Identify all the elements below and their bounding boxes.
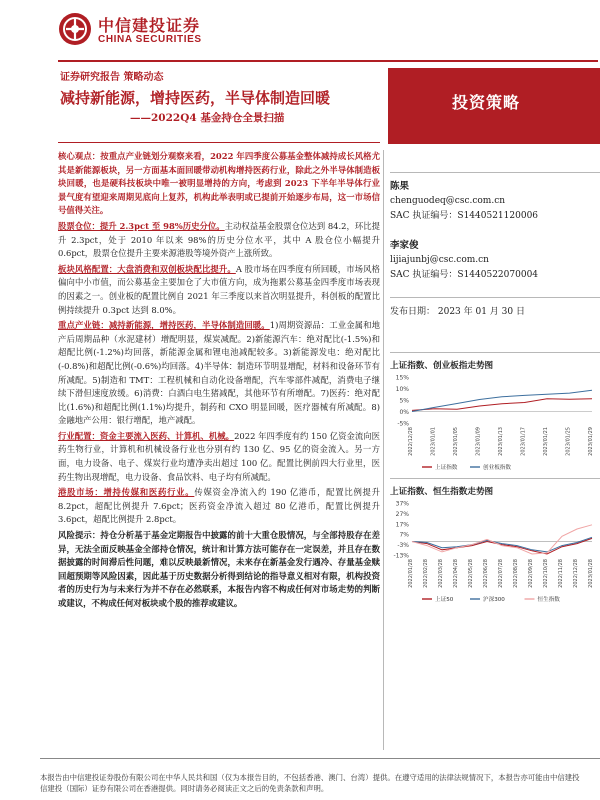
chart-divider <box>390 352 600 353</box>
side-divider <box>390 297 600 298</box>
brand-name-cn: 中信建投证券 <box>98 16 201 35</box>
section-heading: 行业配置：资金主要流入医药、计算机、机械。 <box>58 430 235 441</box>
section-heading: 港股市场：增持传媒和医药行业。 <box>58 487 195 498</box>
x-tick-label: 2023/01/21 <box>543 427 549 456</box>
x-tick-label: 2023/01/25 <box>565 427 572 456</box>
category-banner-label: 投资策略 <box>452 93 521 112</box>
side-divider <box>390 172 600 173</box>
legend-label: 恒生指数 <box>537 597 560 604</box>
chart-2 <box>390 472 600 621</box>
y-tick-label: 27% <box>395 510 409 518</box>
chart-divider <box>390 478 600 479</box>
author-card <box>390 238 600 283</box>
y-tick-label: 7% <box>399 531 409 539</box>
report-subtitle: ——2022Q4 基金持仓全景扫描 <box>130 112 285 124</box>
x-tick-label: 2022/05/28 <box>468 559 474 588</box>
x-tick-label: 2022/06/28 <box>483 559 489 588</box>
y-tick-label: 0% <box>399 409 409 416</box>
section-heading: 重点产业链：减持新能源，增持医药，半导体制造回暖。 <box>58 320 270 331</box>
footer-disclaimer <box>40 772 600 794</box>
chart-title: 上证指数、恒生指数走势图 <box>390 487 494 497</box>
x-tick-label: 2023/01/13 <box>498 427 504 456</box>
column-divider <box>383 150 384 750</box>
x-tick-label: 2023/01/17 <box>520 427 527 456</box>
section-text: 2022 年四季度有约 150 亿资金流向医药生物行业，计算机和机械设备行业也分别有约 130 亿、95 亿的资金流入。另一方面，电力设备、电子、煤炭行业均遭净卖出超过 100 亿。配置比例前四大行业里，医药生物出现增配，电力设备、食品饮料、电子均有所减配。 <box>58 430 380 482</box>
legend-label: 沪深300 <box>483 597 505 604</box>
y-tick-label: -3% <box>397 542 409 550</box>
core-viewpoint: 核心观点：按重点产业链划分观察来看，2022 年四季度公募基金整体减持成长风格尤其是新能源板块，另一方面基本面回暖带动机构增持医药行业，除此之外半导体制造板块回暖，也是硬科技板块中唯一被明显增持的方向，考虑到 2023 下半年半导体行业景气度有望迎来周期见底向上复苏，机构此举表明或已提前开始逐步布局，这一市场信号值得关注。 <box>58 151 380 216</box>
y-tick-label: 15% <box>395 374 409 382</box>
author-name: 陈果 <box>390 181 410 192</box>
risk-warning: 风险提示：持仓分析基于基金定期报告中披露的前十大重仓股情况，与全部持股存在差异，无法全面反映基金全部持仓情况，统计和计算方法可能存在一定误差，并且存在数据披露的时间滞后性问题，难以反映最新情况，未来存在新基金发行遇冷、存量基金赎回超预期等风险因素，因此基于历史数据分析得到结论的指导意义相对有限，机构投资者的历史行为与未来行为并不存在必然联系，本报告内容不构成任何对市场走势的判断或建议，不构成任何对板块或个股的推荐或建议。 <box>58 530 380 608</box>
x-tick-label: 2022/02/28 <box>423 559 429 588</box>
report-type: 证券研究报告 策略动态 <box>60 72 164 83</box>
x-tick-label: 2022/01/28 <box>408 559 414 588</box>
legend-label: 上证50 <box>435 597 454 604</box>
y-tick-label: 5% <box>399 397 409 405</box>
x-tick-label: 2022/10/28 <box>543 559 549 588</box>
footer-divider <box>40 758 600 759</box>
header-divider <box>58 60 598 62</box>
section-style-allocation <box>58 263 380 317</box>
section-text: 1)周期资源品：工业金属和地产后周期品种（水泥建材）增配明显，煤炭减配。2)新能源汽车：绝对配比(-1.5%)和超配比例(-1.2%)均回落，新能源金属和锂电池减配较多。3)新能源发电：绝对配比(-0.8%)和超配比例(-0.6%)均回落。4)半导体：制造环节明显增配，材料和设备环节有所减配。5)制造和 TMT：工程机械和自动化设备增配，汽车零部件减配，消费电子继续下滑但速度放缓。6)消费：白酒白电生猪减配，其他环节有所增配。7)医药：绝对配比(1.6%)和超配比例(1.1%)均提升，制药和 CXO 明显回暖，医疗器械有所减配。8)金融地产公用：银行增配，地产减配。 <box>58 320 380 426</box>
x-tick-label: 2022/09/28 <box>528 559 534 588</box>
brand-name-en: CHINA SECURITIES <box>98 34 202 45</box>
x-tick-label: 2022/08/28 <box>513 559 519 588</box>
publish-date: 发布日期： 2023 年 01 月 30 日 <box>390 307 525 317</box>
footer-line: 本报告由中信建投证券股份有限公司在中华人民共和国（仅为本报告目的，不包括香港、澳门、台湾）提供。在遵守适用的法律法规情况下，本报告亦可能由中信建投 <box>40 773 580 782</box>
section-text: 主动权益基金股票仓位达到 84.2，环比提升 2.3pct，处于 2010 年以来 98%的历史分位水平，其中 A 股仓位小幅提升 0.6pct，股票仓位提升主要来源港股等境外资产上涨所致。 <box>58 220 380 259</box>
section-text: 传媒资金净流入约 190 亿港币，配置比例提升 8.2pct，超配比例提升 7.6pct；医药资金净流入超过 80 亿港币，配置比例提升 3.6pct，超配比例提升 2.8pct。 <box>58 487 381 525</box>
section-stock-position <box>58 220 380 261</box>
series-line <box>412 399 592 411</box>
brand-logo <box>58 12 258 52</box>
author-email: lijiajunbj@csc.com.cn <box>390 255 489 265</box>
section-heading: 股票仓位：提升 2.3pct 至 98%历史分位。 <box>58 220 225 231</box>
legend-label: 上证指数 <box>435 465 458 472</box>
y-tick-label: 10% <box>395 386 409 393</box>
chart-2-plot <box>390 497 600 617</box>
series-line <box>412 525 592 554</box>
section-text: A 股市场在四季度有所回暖，市场风格偏向中小市值，而公募基金主要加仓了大市值方向，成为拖累公募基金四季度市场表现的因素之一。创业板的配置比例自 2021 年三季度以来首次明显提升，科创板的配置比例持续提升 0.3pct 达到 8.0%。 <box>58 263 380 315</box>
x-tick-label: 2023/01/01 <box>430 427 437 456</box>
chart-1-plot <box>390 371 600 481</box>
author-sac: SAC 执证编号：S1440521120006 <box>390 211 539 221</box>
x-tick-label: 2022/12/28 <box>408 427 414 456</box>
x-tick-label: 2022/07/28 <box>498 559 504 588</box>
y-tick-label: 37% <box>395 500 409 508</box>
section-industry-allocation <box>58 430 380 484</box>
chart-title: 上证指数、创业板指走势图 <box>390 361 494 371</box>
title-divider <box>58 142 380 143</box>
footer-line: 信建投（国际）证券有限公司在香港提供。同时请务必阅读正文之后的免责条款和声明。 <box>40 784 329 793</box>
section-industry-chain <box>58 319 380 428</box>
x-tick-label: 2022/03/28 <box>438 559 444 588</box>
author-sac: SAC 执证编号：S1440522070004 <box>390 270 539 280</box>
author-email: chenguodeq@csc.com.cn <box>390 196 506 206</box>
y-tick-label: -5% <box>397 420 409 428</box>
author-name: 李家俊 <box>390 240 419 251</box>
legend-label: 创业板指数 <box>483 465 511 472</box>
y-tick-label: -13% <box>393 552 409 560</box>
y-tick-label: 17% <box>395 521 409 529</box>
x-tick-label: 2023/01/28 <box>588 559 594 588</box>
x-tick-label: 2023/01/05 <box>453 427 459 456</box>
x-tick-label: 2022/12/28 <box>573 559 579 588</box>
report-title: 减持新能源，增持医药，半导体制造回暖 <box>60 89 331 107</box>
chart-1 <box>390 346 600 485</box>
author-card <box>390 179 600 224</box>
csc-logo-icon <box>58 12 92 46</box>
side-column <box>390 150 600 317</box>
x-tick-label: 2023/01/29 <box>588 427 594 456</box>
x-tick-label: 2022/11/28 <box>558 559 564 588</box>
x-tick-label: 2022/04/28 <box>453 559 459 588</box>
x-tick-label: 2023/01/09 <box>475 427 482 456</box>
section-heading: 板块风格配置：大盘消费和双创板块配比提升。 <box>58 263 236 274</box>
section-hk-market <box>58 486 380 527</box>
main-column <box>58 150 380 613</box>
